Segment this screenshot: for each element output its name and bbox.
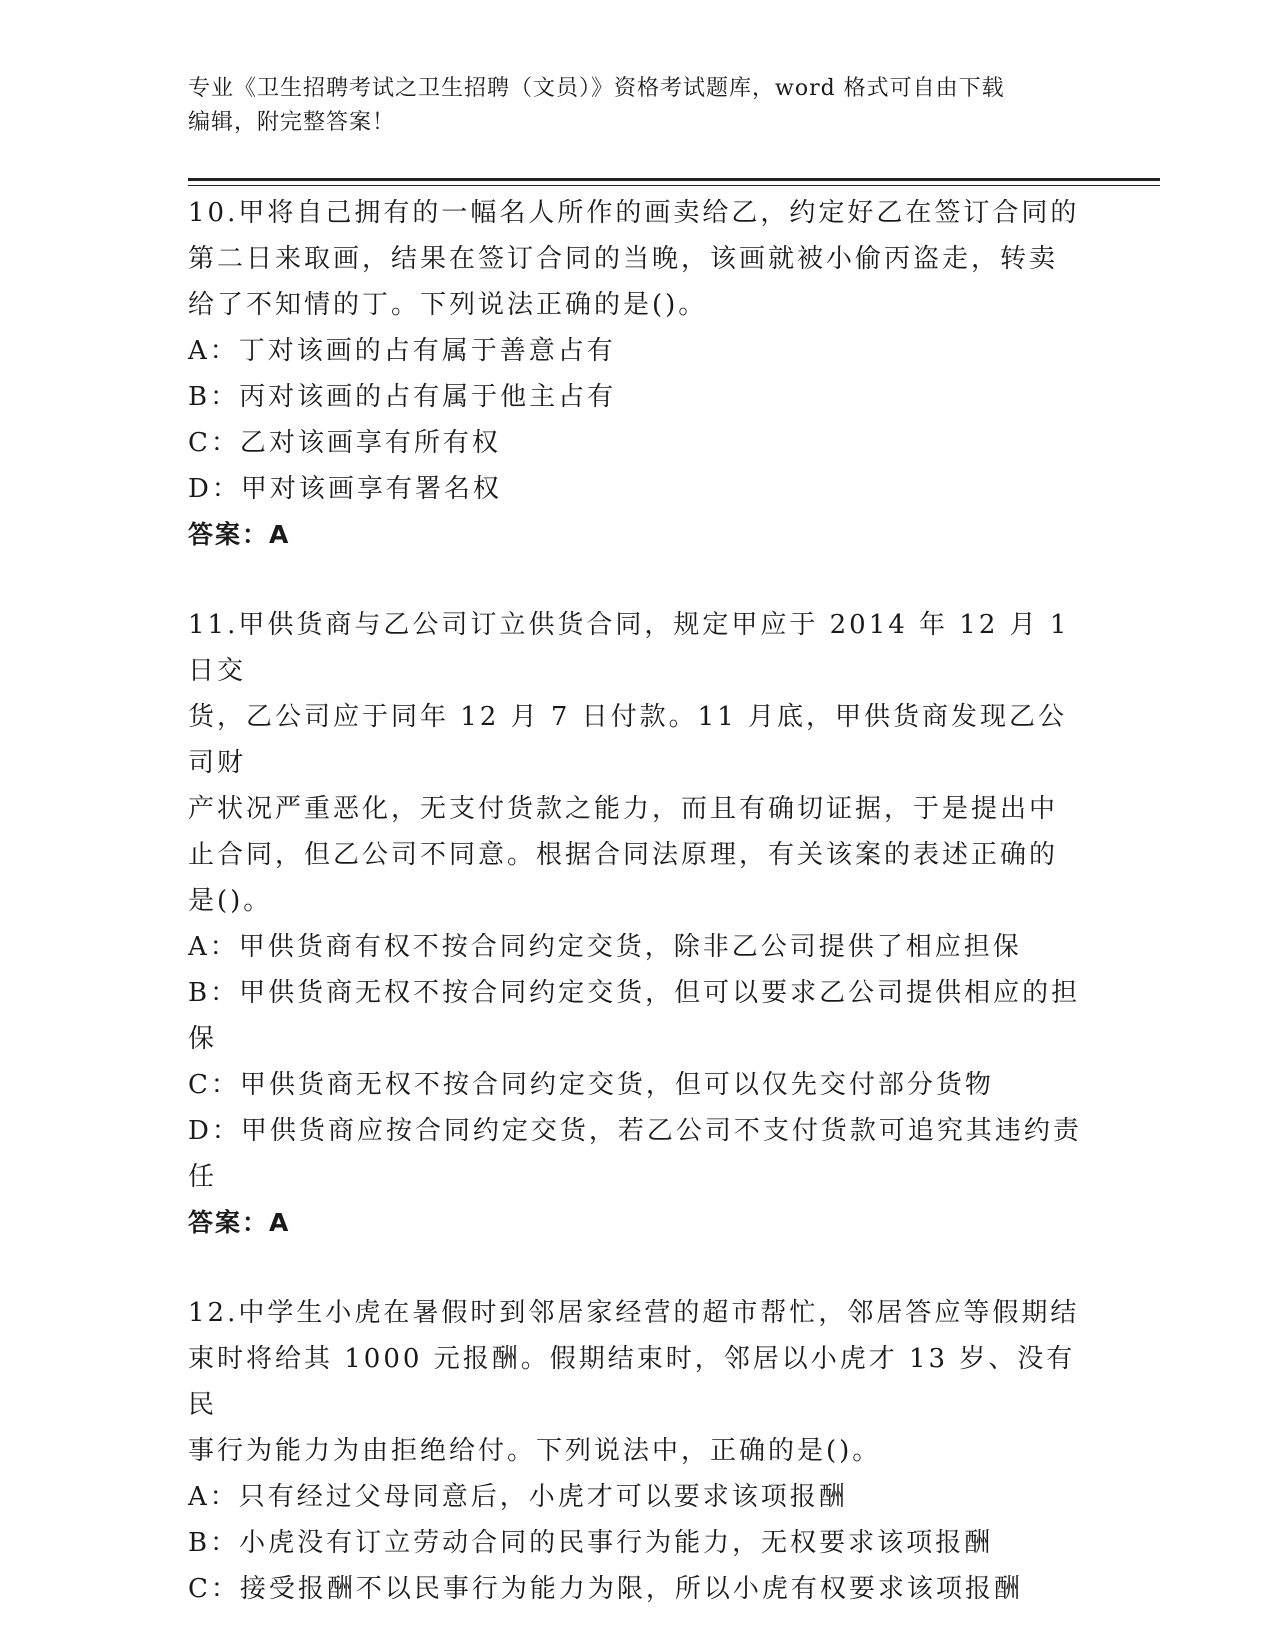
document-header [188,72,1088,140]
header-divider-thick [188,178,1160,181]
answer-line: 答案：A [188,520,291,549]
option-d-continued: 任 [188,1162,218,1192]
answer-line: 答案：A [188,1208,291,1237]
option-b: B：丙对该画的占有属于他主占有 [188,382,617,412]
header-line-1: 专业《卫生招聘考试之卫生招聘（文员）》资格考试题库，word 格式可自由下载 [188,76,1005,101]
question-block [188,602,1088,1246]
question-stem-line: 12.中学生小虎在暑假时到邻居家经营的超市帮忙，邻居答应等假期结 [188,1298,1080,1328]
question-stem-line: 货，乙公司应于同年 12 月 7 日付款。11 月底，甲供货商发现乙公司财 [188,702,1068,778]
option-b: B：甲供货商无权不按合同约定交货，但可以要求乙公司提供相应的担 [188,978,1081,1008]
question-stem-line: 束时将给其 1000 元报酬。假期结束时，邻居以小虎才 13 岁、没有民 [188,1344,1076,1420]
question-stem-line: 事行为能力为由拒绝给付。下列说法中，正确的是()。 [188,1436,882,1466]
option-d: D：甲供货商应按合同约定交货，若乙公司不支付货款可追究其违约责 [188,1116,1082,1146]
option-c: C：乙对该画享有所有权 [188,428,501,458]
option-a: A：甲供货商有权不按合同约定交货，除非乙公司提供了相应担保 [188,932,1022,962]
option-c: C：接受报酬不以民事行为能力为限，所以小虎有权要求该项报酬 [188,1574,1023,1604]
option-c: C：甲供货商无权不按合同约定交货，但可以仅先交付部分货物 [188,1070,994,1100]
question-stem-line: 产状况严重恶化，无支付货款之能力，而且有确切证据，于是提出中 [188,794,1059,824]
header-divider-thin [188,185,1160,186]
question-stem-line: 第二日来取画，结果在签订合同的当晚，该画就被小偷丙盗走，转卖 [188,244,1059,274]
question-stem-line: 10.甲将自己拥有的一幅名人所作的画卖给乙，约定好乙在签订合同的 [188,198,1080,228]
option-b-continued: 保 [188,1024,218,1054]
question-stem-line: 给了不知情的丁。下列说法正确的是()。 [188,290,708,320]
option-b: B：小虎没有订立劳动合同的民事行为能力，无权要求该项报酬 [188,1528,994,1558]
question-list [188,190,1088,1612]
option-a: A：只有经过父母同意后，小虎才可以要求该项报酬 [188,1482,848,1512]
question-stem-line: 11.甲供货商与乙公司订立供货合同，规定甲应于 2014 年 12 月 1 日交 [188,610,1070,686]
option-d: D：甲对该画享有署名权 [188,474,502,504]
header-line-2: 编辑，附完整答案！ [188,110,396,135]
question-block [188,190,1088,558]
question-block [188,1290,1088,1612]
question-stem-line: 止合同，但乙公司不同意。根据合同法原理，有关该案的表述正确的 [188,840,1059,870]
option-a: A：丁对该画的占有属于善意占有 [188,336,616,366]
question-stem-line: 是()。 [188,886,273,916]
